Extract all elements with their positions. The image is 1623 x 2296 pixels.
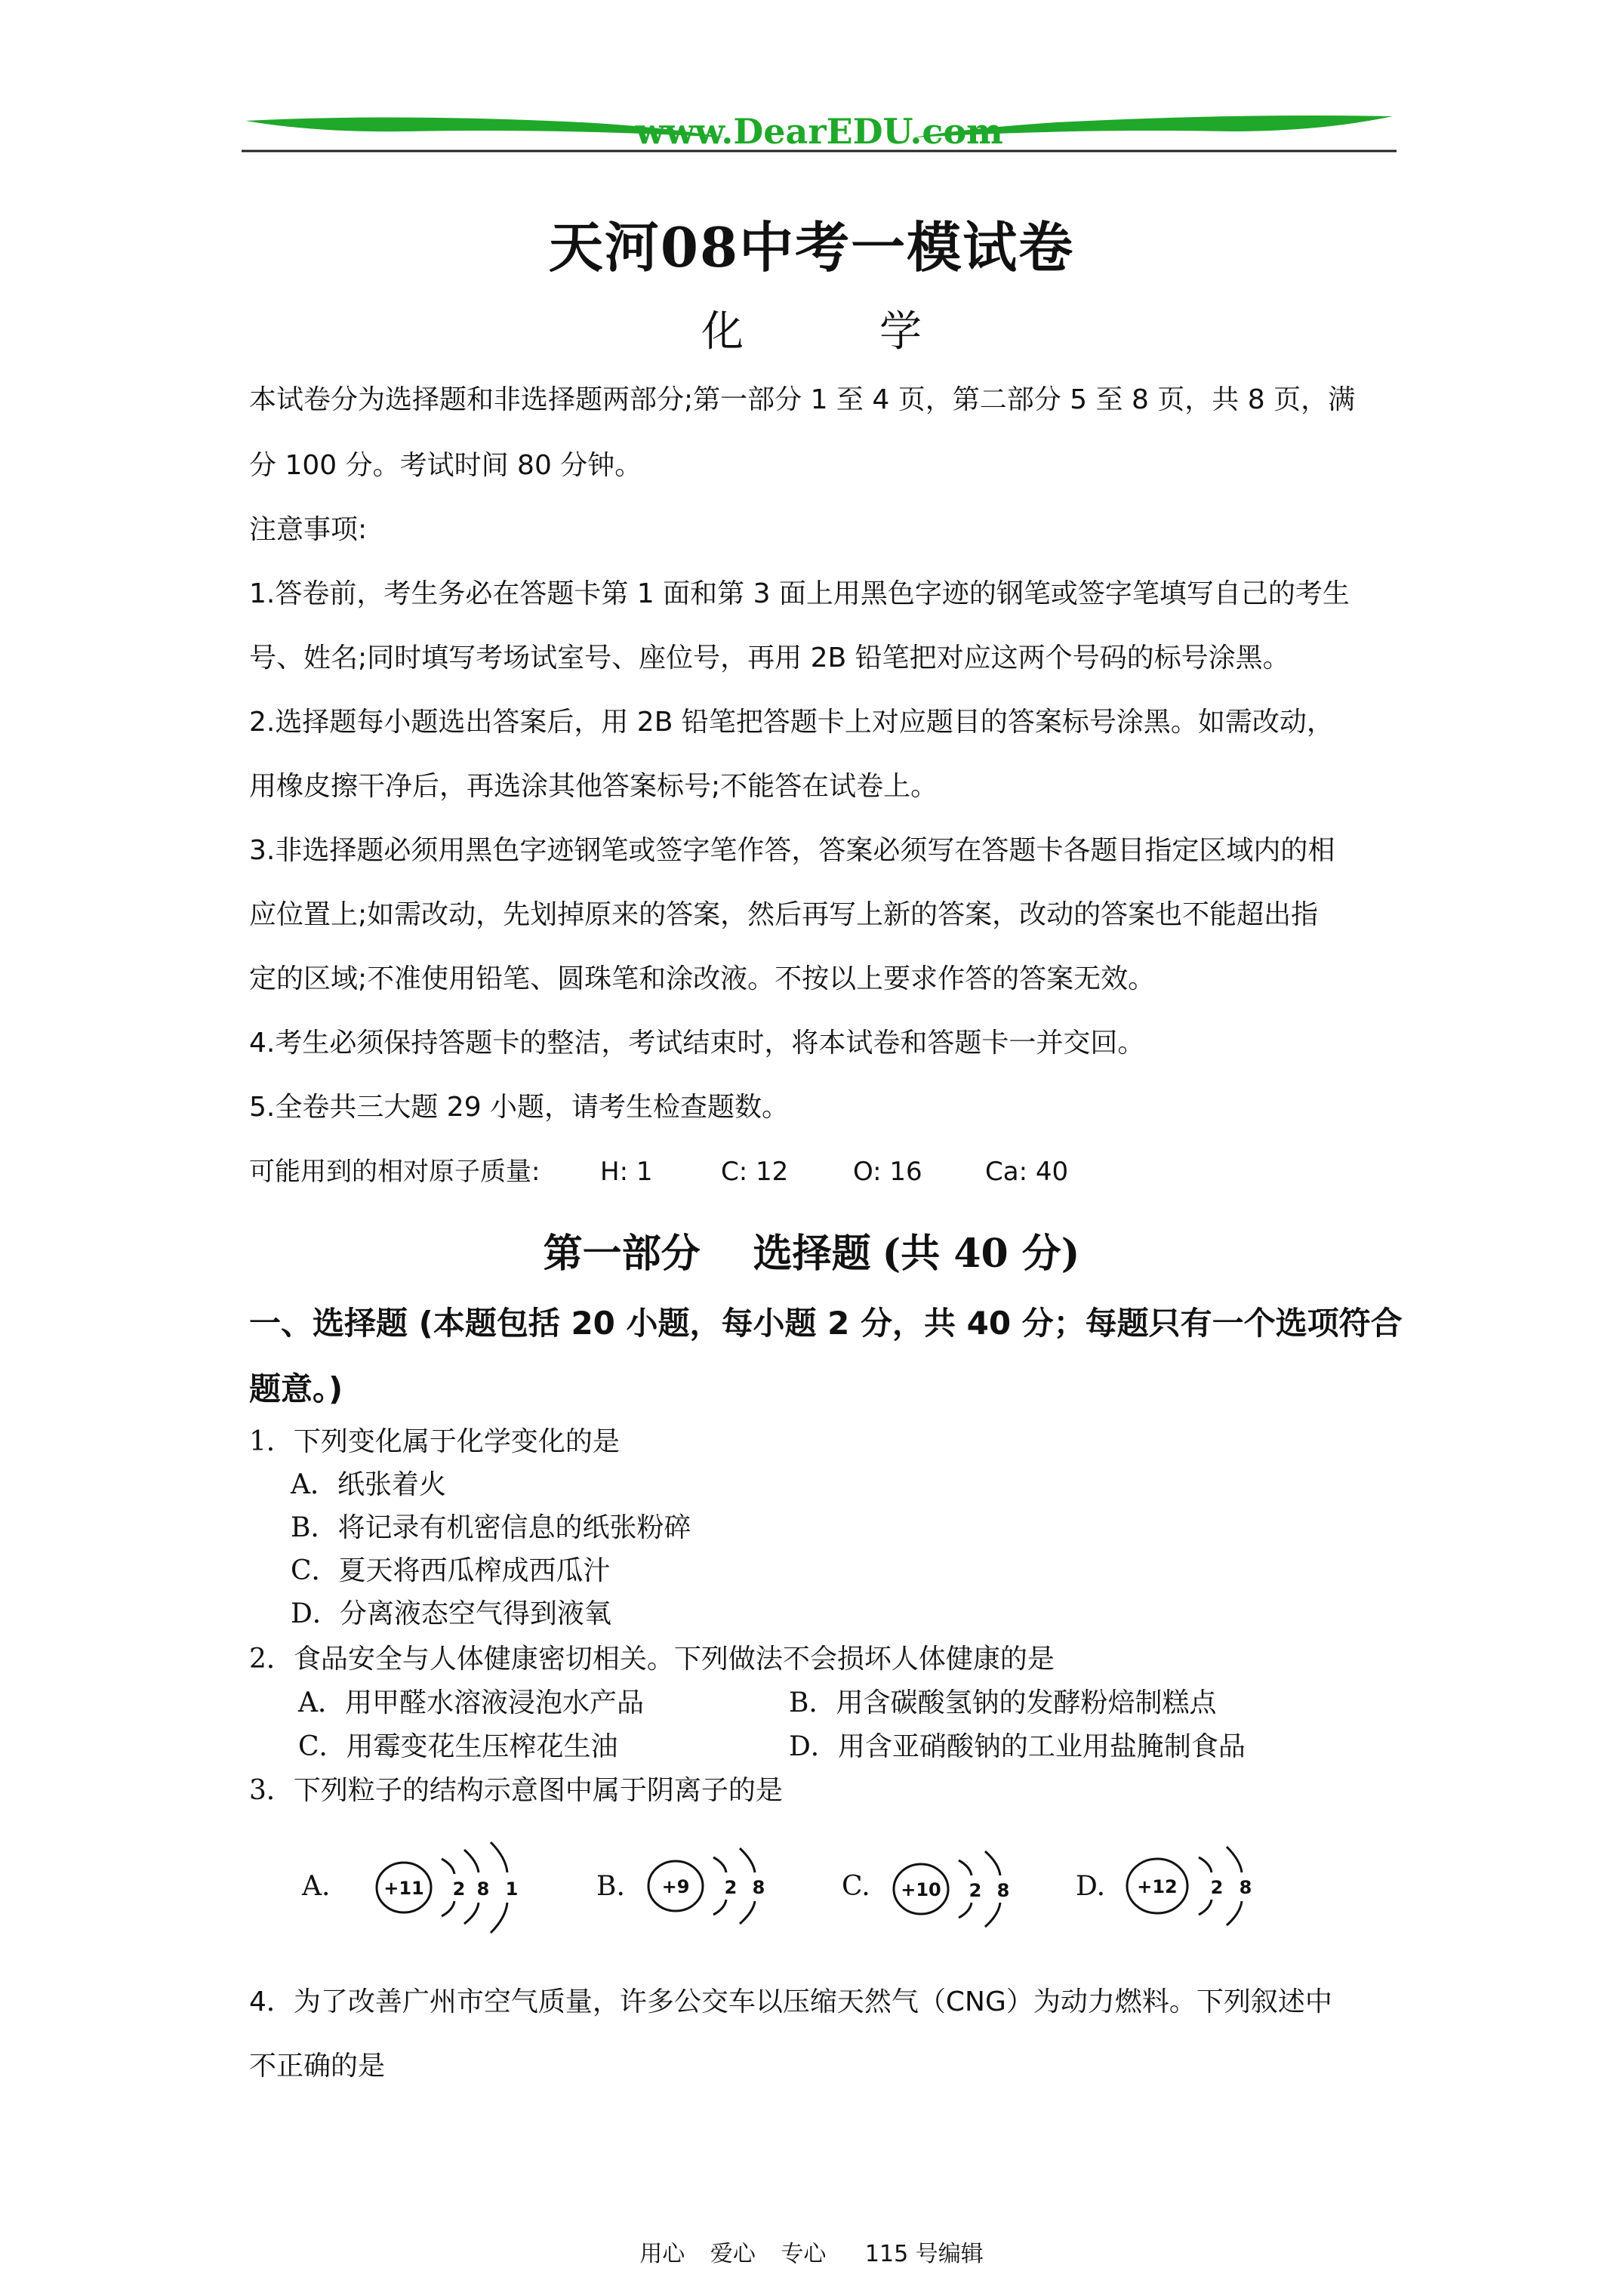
- q1-option-a: A．纸张着火: [291, 1469, 446, 1500]
- q3-d-shell-1: 2: [1210, 1877, 1224, 1898]
- q3-diagrams: [249, 1827, 1306, 1948]
- subject-char-1: 化: [701, 307, 744, 356]
- atomic-mass-line: [249, 1155, 1069, 1188]
- q3-stem: 3．下列粒子的结构示意图中属于阴离子的是: [249, 1775, 783, 1806]
- page-footer: [0, 2235, 1623, 2268]
- q2-option-d: D．用含亚硝酸钠的工业用盐腌制食品: [789, 1731, 1246, 1762]
- q2-option-a: A．用甲醛水溶液浸泡水产品: [298, 1687, 644, 1718]
- notice-heading: 注意事项:: [249, 514, 368, 545]
- section-points: (共 40 分): [882, 1231, 1080, 1277]
- atomic-mass-label: 可能用到的相对原子质量:: [249, 1157, 540, 1187]
- notice-3-line-3: 定的区域;不准使用铅笔、圆珠笔和涂改液。不按以上要求作答的答案无效。: [249, 963, 1156, 994]
- notice-1-line-1: 1.答卷前，考生务必在答题卡第 1 面和第 3 面上用黑色字迹的钢笔或签字笔填写自己的考生: [249, 578, 1350, 609]
- section-part: 第一部分: [543, 1231, 701, 1277]
- notice-2-line-2: 用橡皮擦干净后，再选涂其他答案标号;不能答在试卷上。: [249, 771, 938, 802]
- q3-option-c-letter: C.: [842, 1871, 870, 1902]
- q2-option-b: B．用含碳酸氢钠的发酵粉焙制糕点: [789, 1687, 1217, 1718]
- notice-5: 5.全卷共三大题 29 小题，请考生检查题数。: [249, 1092, 790, 1123]
- q3-a-shell-2: 8: [476, 1878, 490, 1900]
- intro-line-2: 分 100 分。考试时间 80 分钟。: [249, 450, 642, 481]
- footer-2: 爱心: [710, 2241, 756, 2267]
- q4-stem-line-1: 4．为了改善广州市空气质量，许多公交车以压缩天然气（CNG）为动力燃料。下列叙述中: [249, 1986, 1332, 2017]
- q3-option-b-letter: B.: [596, 1871, 625, 1902]
- q3-a-shell-1: 2: [452, 1878, 466, 1900]
- section-instructions-line-2: 题意。): [249, 1370, 343, 1407]
- q3-d-shell-2: 8: [1239, 1877, 1252, 1898]
- section-instructions-line-1: 一、选择题 (本题包括 20 小题，每小题 2 分，共 40 分；每题只有一个选项符合: [249, 1305, 1403, 1342]
- header-banner: [242, 106, 1397, 159]
- atomic-mass-o: O: 16: [853, 1157, 922, 1187]
- banner-swoosh-graphic: [242, 106, 1397, 159]
- q3-a-nucleus: +11: [383, 1878, 424, 1899]
- q1-option-b: B．将记录有机密信息的纸张粉碎: [291, 1512, 691, 1543]
- notice-1-line-2: 号、姓名;同时填写考场试室号、座位号，再用 2B 铅笔把对应这两个号码的标号涂黑。: [249, 643, 1290, 673]
- notice-3-line-2: 应位置上;如需改动，先划掉原来的答案，然后再写上新的答案，改动的答案也不能超出指: [249, 899, 1319, 930]
- q2-option-c: C．用霉变花生压榨花生油: [298, 1731, 618, 1762]
- intro-line-1: 本试卷分为选择题和非选择题两部分;第一部分 1 至 4 页，第二部分 5 至 8 页，共 8 页，满: [249, 384, 1356, 415]
- q3-b-shell-2: 8: [752, 1877, 765, 1898]
- subject-title: [0, 298, 1623, 359]
- atomic-mass-ca: Ca: 40: [985, 1157, 1069, 1187]
- q4-stem-line-2: 不正确的是: [249, 2051, 386, 2082]
- notice-4: 4.考生必须保持答题卡的整洁，考试结束时，将本试卷和答题卡一并交回。: [249, 1028, 1145, 1059]
- q3-d-nucleus: +12: [1137, 1876, 1178, 1897]
- footer-1: 用心: [639, 2241, 685, 2267]
- q3-b-shell-1: 2: [724, 1877, 738, 1898]
- q3-c-nucleus: +10: [901, 1879, 941, 1900]
- subject-char-2: 学: [879, 307, 922, 356]
- q3-b-nucleus: +9: [661, 1876, 690, 1897]
- q2-stem: 2．食品安全与人体健康密切相关。下列做法不会损坏人体健康的是: [249, 1644, 1055, 1675]
- q1-stem: 1．下列变化属于化学变化的是: [249, 1426, 620, 1457]
- atomic-mass-c: C: 12: [721, 1157, 789, 1187]
- section-1-heading: [0, 1222, 1623, 1278]
- q1-option-c: C．夏天将西瓜榨成西瓜汁: [291, 1555, 611, 1586]
- q3-a-shell-arc: [442, 1859, 454, 1874]
- site-name: www.DearEDU.com: [635, 111, 1003, 152]
- atomic-mass-h: H: 1: [600, 1157, 653, 1187]
- notice-2-line-1: 2.选择题每小题选出答案后，用 2B 铅笔把答题卡上对应题目的答案标号涂黑。如需改动，: [249, 707, 1334, 738]
- q3-a-shell-3: 1: [505, 1878, 519, 1900]
- q3-c-shell-2: 8: [996, 1880, 1010, 1901]
- q3-option-d-letter: D.: [1076, 1871, 1106, 1902]
- section-name: 选择题: [753, 1231, 871, 1277]
- q3-c-shell-1: 2: [969, 1880, 982, 1901]
- exam-title: 天河08中考一模试卷: [548, 215, 1075, 279]
- q1-option-d: D．分离液态空气得到液氧: [291, 1598, 611, 1629]
- notice-3-line-1: 3.非选择题必须用黑色字迹钢笔或签字笔作答，答案必须写在答题卡各题目指定区域内的相: [249, 835, 1335, 866]
- footer-3: 专心: [781, 2241, 827, 2267]
- q3-option-a-letter: A.: [302, 1871, 331, 1902]
- footer-4: 115 号编辑: [864, 2241, 984, 2267]
